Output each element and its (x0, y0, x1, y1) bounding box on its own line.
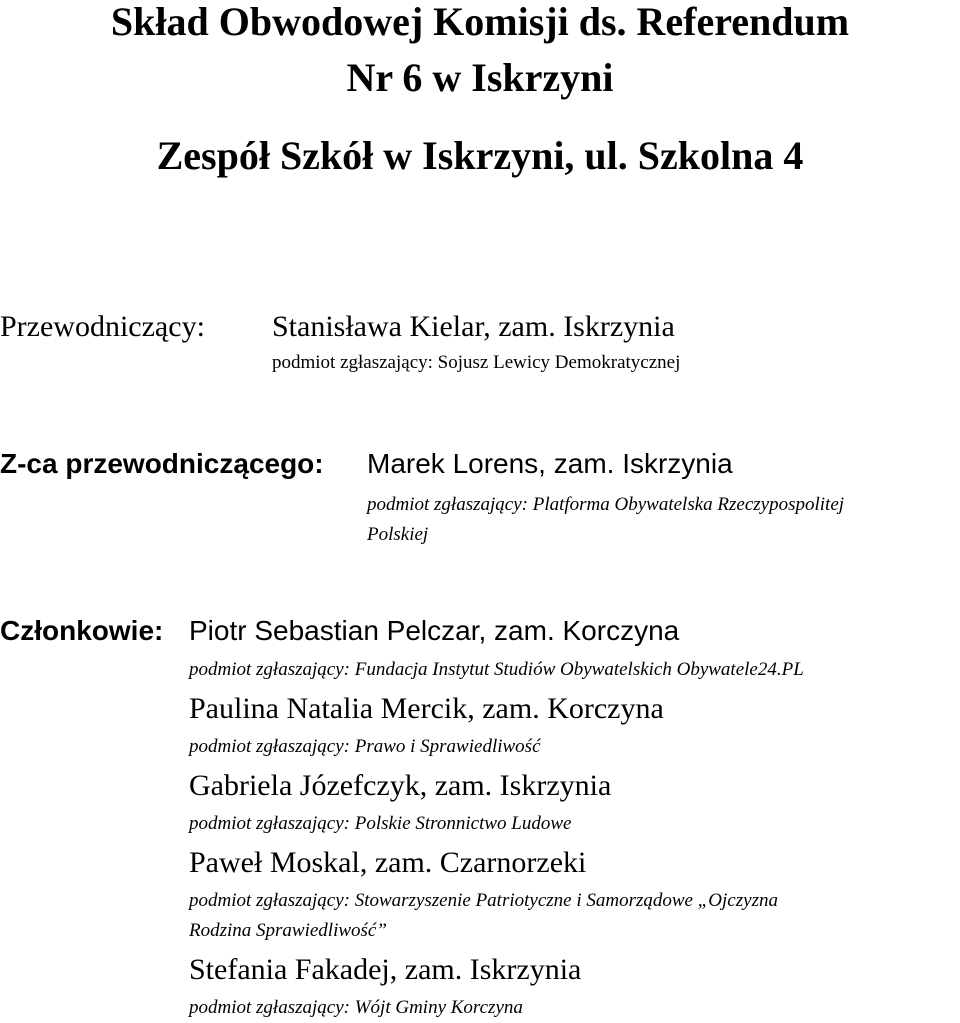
member-submitter: podmiot zgłaszający: Wójt Gminy Korczyna (189, 997, 523, 1018)
chair-submitter: podmiot zgłaszający: Sojusz Lewicy Demokratycznej (272, 352, 681, 373)
deputy-details (367, 448, 844, 550)
document-subtitle-location: Zespół Szkół w Iskrzyni, ul. Szkolna 4 (156, 133, 804, 178)
members-list (189, 615, 804, 1023)
chair-row (0, 310, 205, 344)
member-name: Gabriela Józefczyk, zam. Iskrzynia (189, 769, 612, 802)
deputy-name: Marek Lorens, zam. Iskrzynia (367, 448, 733, 479)
document-title-line-1: Skład Obwodowej Komisji ds. Referendum (110, 0, 850, 44)
member-submitter-line-2: Rodzina Sprawiedliwość” (189, 920, 387, 941)
member-name: Paulina Natalia Mercik, zam. Korczyna (189, 692, 664, 725)
chair-name: Stanisława Kielar, zam. Iskrzynia (272, 310, 675, 343)
member-name: Stefania Fakadej, zam. Iskrzynia (189, 953, 582, 986)
members-role-label: Członkowie: (0, 615, 164, 646)
chair-details (272, 310, 680, 378)
member-name: Paweł Moskal, zam. Czarnorzeki (189, 846, 587, 879)
deputy-submitter-line-2: Polskiej (367, 524, 429, 545)
members-row (0, 615, 163, 647)
member-name: Piotr Sebastian Pelczar, zam. Korczyna (189, 615, 680, 646)
deputy-row (0, 448, 324, 480)
document-title-line-2: Nr 6 w Iskrzyni (346, 55, 614, 100)
chair-role-label: Przewodniczący: (0, 310, 205, 343)
member-submitter-line-1: podmiot zgłaszający: Stowarzyszenie Patriotyczne i Samorządowe „Ojczyzna (189, 890, 778, 911)
member-submitter: podmiot zgłaszający: Prawo i Sprawiedliwość (189, 736, 541, 757)
member-submitter: podmiot zgłaszający: Fundacja Instytut Studiów Obywatelskich Obywatele24.PL (189, 659, 804, 680)
deputy-role-label: Z-ca przewodniczącego: (0, 448, 324, 479)
member-submitter: podmiot zgłaszający: Polskie Stronnictwo Ludowe (189, 813, 572, 834)
deputy-submitter-line-1: podmiot zgłaszający: Platforma Obywatelska Rzeczypospolitej (367, 494, 845, 515)
